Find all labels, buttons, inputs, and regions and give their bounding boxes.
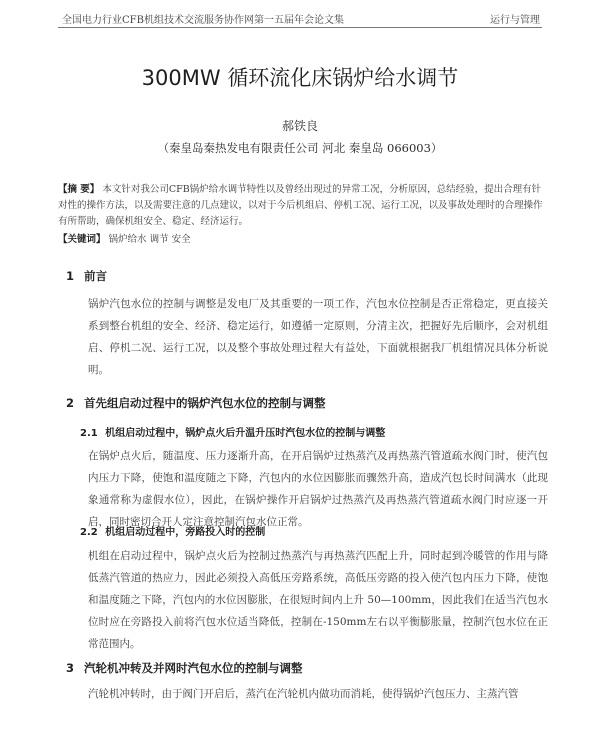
section-heading-1: 1 前言 [66,269,108,283]
section-heading-2-2: 2.2 机组启动过程中，旁路投入时的控制 [80,527,266,538]
section-heading-3: 3 汽轮机冲转及并网时汽包水位的控制与调整 [66,661,303,675]
abstract-text: 本文针对我公司CFB锅炉给水调节特性以及曾经出现过的异常工况，分析原因，总结经验，提出合理有针对性的操作方法，以及需要注意的几点建议，以对于今后机组启、停机工况、运行工况，以及事故处理时的合理操作有所帮助，确保机组安全、稳定、经济运行。 [58,184,543,227]
running-header-right: 运行与管理 [490,15,540,26]
section-body-2-2: 机组在启动过程中，锅炉点火后为控制过热蒸汽与再热蒸汽匹配上升，同时起到冷暖管的作用与降低蒸汽管道的热应力，因此必须投入高低压旁路系统，高低压旁路的投入使汽包内压力下降，使饱和温度随之下降，汽包内的水位因膨胀，在很短时间内上升 50—100mm，因此我们在适当汽包水位时应在旁路投入前将汽包水位适当降低，控制在-150mm左右以平衡膨胀量，控制汽包水位在正常范围内。 [88,550,548,650]
abstract-label: 【摘 要】 [58,184,100,195]
author-name: 郝铁良 [281,119,318,133]
abstract [58,182,544,230]
section-heading-2: 2 首先组启动过程中的锅炉汽包水位的控制与调整 [66,396,326,410]
keywords-text: 锅炉给水 调节 安全 [108,234,191,245]
keywords [58,232,544,248]
section-body-3: 汽轮机冲转时，由于阀门开启后，蒸汽在汽轮机内做功而消耗，使得锅炉汽包压力、主蒸汽管 [88,688,519,700]
author-affiliation: （秦皇岛秦热发电有限责任公司 河北 秦皇岛 066003） [157,141,443,155]
section-body-2-1: 在锅炉点火后，随温度、压力逐渐升高，在开启锅炉过热蒸汽及再热蒸汽管道疏水阀门时，使汽包内压力下降，使饱和温度随之下降，汽包内的水位因膨胀而骤然升高，造成汽包长时间满水（此现象通常称为虚假水位），因此，在锅炉操作开启锅炉过热蒸汽及再热蒸汽管道疏水阀门时应逐一开启，同时密切合开人定注意控制汽包水位正常。 [88,450,548,528]
section-heading-2-1: 2.1 机组启动过程中，锅炉点火后升温升压时汽包水位的控制与调整 [80,428,386,439]
header-rule [58,27,542,28]
running-header-left: 全国电力行业CFB机组技术交流服务协作网第一五届年会论文集 [62,15,344,26]
keywords-label: 【关键词】 [58,234,106,245]
section-body-1: 锅炉汽包水位的控制与调整是发电厂及其重要的一项工作，汽包水位控制是否正常稳定，更直接关系到整台机组的安全、经济、稳定运行，如遵循一定原则，分清主次，把握好先后顺序，会对机组启、停机二况、运行工况，以及整个事故处理过程大有益处，下面就根据我厂机组情况具体分析说明。 [88,298,548,376]
paper-title: 300MW 循环流化床锅炉给水调节 [141,66,459,90]
